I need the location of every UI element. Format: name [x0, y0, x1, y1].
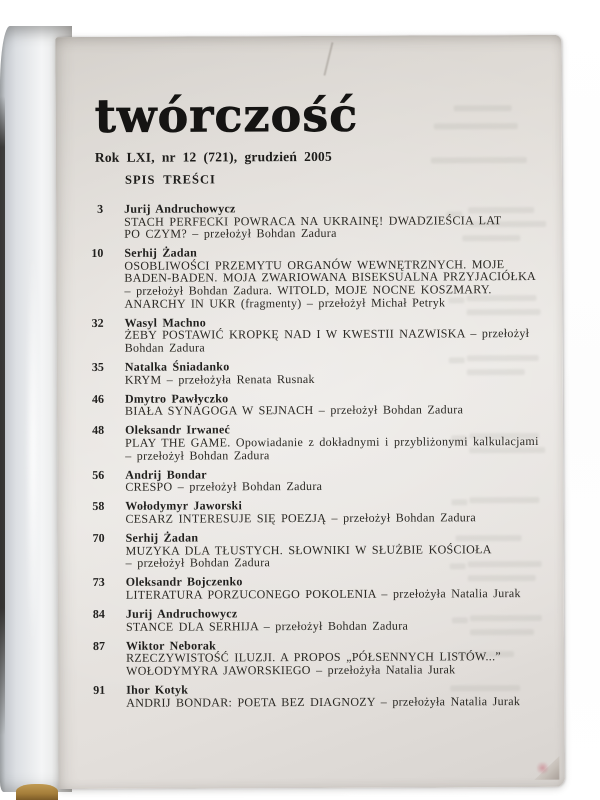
entry-body — [125, 468, 322, 494]
entry-line: RZECZYWISTOŚĆ ILUZJI. A PROPOS „PÓŁSENNYCH LISTÓW...” — [126, 649, 502, 666]
toc-entry — [89, 201, 544, 241]
entry-author: Serhij Żadan — [125, 530, 199, 545]
entry-page-number: 35 — [91, 359, 104, 374]
entry-page-number: 91 — [93, 682, 106, 697]
entry-line: ŻEBY POSTAWIĆ KROPKĘ NAD I W KWESTII NAZWISKA – przełożył — [124, 326, 530, 343]
entry-body — [125, 315, 530, 355]
cover-highlight — [26, 240, 40, 660]
entry-author: Oleksandr Irwaneć — [125, 422, 231, 438]
entry-author: Andrij Bondar — [125, 467, 207, 482]
entry-body — [125, 499, 476, 526]
magazine-title: twórczość — [94, 87, 359, 143]
page-content — [55, 35, 564, 789]
toc-entry — [90, 315, 545, 355]
entry-author: Jurij Andruchowycz — [124, 201, 236, 216]
entry-author: Wasyl Machno — [124, 315, 206, 330]
entry-line: LITERATURA PORZUCONEGO POKOLENIA – przełożyła Natalia Jurak — [125, 586, 521, 602]
entry-body — [126, 682, 520, 709]
entry-author: Wiktor Neborak — [125, 638, 217, 653]
entry-author: Serhij Żadan — [124, 245, 198, 261]
toc-list — [89, 201, 546, 709]
entry-page-number: 58 — [92, 499, 105, 514]
entry-page-number: 87 — [92, 638, 106, 653]
toc-page — [55, 35, 564, 789]
entry-line: STACH PERFECKI POWRACA NA UKRAINĘ! DWADZIEŚCIA LAT — [124, 212, 502, 229]
toc-entry — [91, 574, 546, 601]
entry-page-number: 84 — [92, 606, 105, 621]
entry-body — [125, 391, 463, 418]
entry-line: STANCE DLA SERHIJA – przełożył Bohdan Zadura — [125, 618, 409, 634]
entry-line: – przełożył Bohdan Zadura — [125, 555, 271, 571]
entry-line: Bohdan Zadura — [124, 340, 205, 355]
entry-page-number: 32 — [91, 315, 104, 330]
entry-body — [126, 638, 501, 677]
entry-author: Dmytro Pawłyczko — [124, 391, 229, 406]
entry-line: ANARCHY IN UKR (fragmenty) – przełożył Michał Petryk — [124, 295, 446, 311]
toc-entry — [90, 391, 545, 418]
entry-page-number: 10 — [91, 246, 104, 261]
table-edge — [16, 784, 58, 800]
entry-body — [126, 607, 408, 633]
entry-line: CRESPO – przełożył Bohdan Zadura — [125, 479, 323, 495]
toc-entry — [90, 359, 545, 386]
entry-body — [126, 530, 492, 569]
entry-line: PO CZYM? – przełożył Bohdan Zadura — [124, 226, 337, 241]
entry-page-number: 3 — [97, 201, 104, 216]
toc-entry — [91, 638, 546, 678]
entry-body — [125, 360, 315, 386]
cover-shadow-edge — [0, 96, 5, 736]
toc-heading: SPIS TREŚCI — [124, 172, 216, 187]
toc-entry — [91, 682, 546, 709]
entry-line: BIAŁA SYNAGOGA W SEJNACH – przełożył Bohdan Zadura — [124, 402, 464, 419]
entry-page-number: 46 — [91, 391, 104, 406]
entry-body — [125, 422, 539, 462]
toc-entry — [91, 606, 546, 633]
entry-page-number: 56 — [92, 467, 105, 482]
entry-line: OSOBLIWOŚCI PRZEMYTU ORGANÓW WEWNĘTRZNYCH. MOJE — [124, 257, 505, 273]
entry-author: Jurij Andruchowycz — [125, 606, 238, 621]
entry-page-number: 73 — [92, 575, 105, 590]
entry-line: – przełożył Bohdan Zadura — [125, 447, 270, 463]
entry-line: BADEN-BADEN. MOJA ZWARIOWANA BISEKSUALNA PRZYJACIÓŁKA — [124, 269, 537, 286]
toc-entry — [91, 530, 546, 570]
toc-entry — [90, 498, 545, 525]
entry-body — [124, 201, 502, 240]
entry-body — [126, 574, 521, 601]
toc-entry — [89, 245, 544, 310]
entry-line: – przełożył Bohdan Zadura. WITOLD, MOJE NOCNE KOSZMARY. — [124, 282, 492, 298]
entry-author: Ihor Kotyk — [126, 682, 189, 697]
entry-line: MUZYKA DLA TŁUSTYCH. SŁOWNIKI W SŁUŻBIE KOŚCIOŁA — [125, 541, 492, 558]
entry-line: KRYM – przełożyła Renata Rusnak — [124, 371, 315, 387]
entry-author: Oleksandr Bojczenko — [125, 574, 243, 590]
toc-entry — [90, 467, 545, 494]
page-corner-crease-pink — [537, 761, 549, 775]
entry-line: ANDRIJ BONDAR: POETA BEZ DIAGNOZY – przełożyła Natalia Jurak — [126, 693, 521, 710]
entry-line: PLAY THE GAME. Opowiadanie z dokładnymi i przybliżonymi kalkulacjami — [125, 434, 539, 450]
entry-body — [124, 245, 536, 310]
issue-line: Rok LXI, nr 12 (721), grudzień 2005 — [94, 148, 332, 165]
entry-author: Natalka Śniadanko — [124, 359, 230, 374]
entry-page-number: 48 — [92, 423, 105, 438]
toc-entry — [90, 422, 545, 462]
entry-page-number: 70 — [92, 530, 105, 546]
entry-author: Wołodymyr Jaworski — [125, 498, 243, 514]
entry-line: CESARZ INTERESUJE SIĘ POEZJĄ – przełożył Bohdan Zadura — [125, 510, 476, 526]
entry-line: WOŁODYMYRA JAWORSKIEGO – przełożyła Natalia Jurak — [126, 662, 456, 678]
